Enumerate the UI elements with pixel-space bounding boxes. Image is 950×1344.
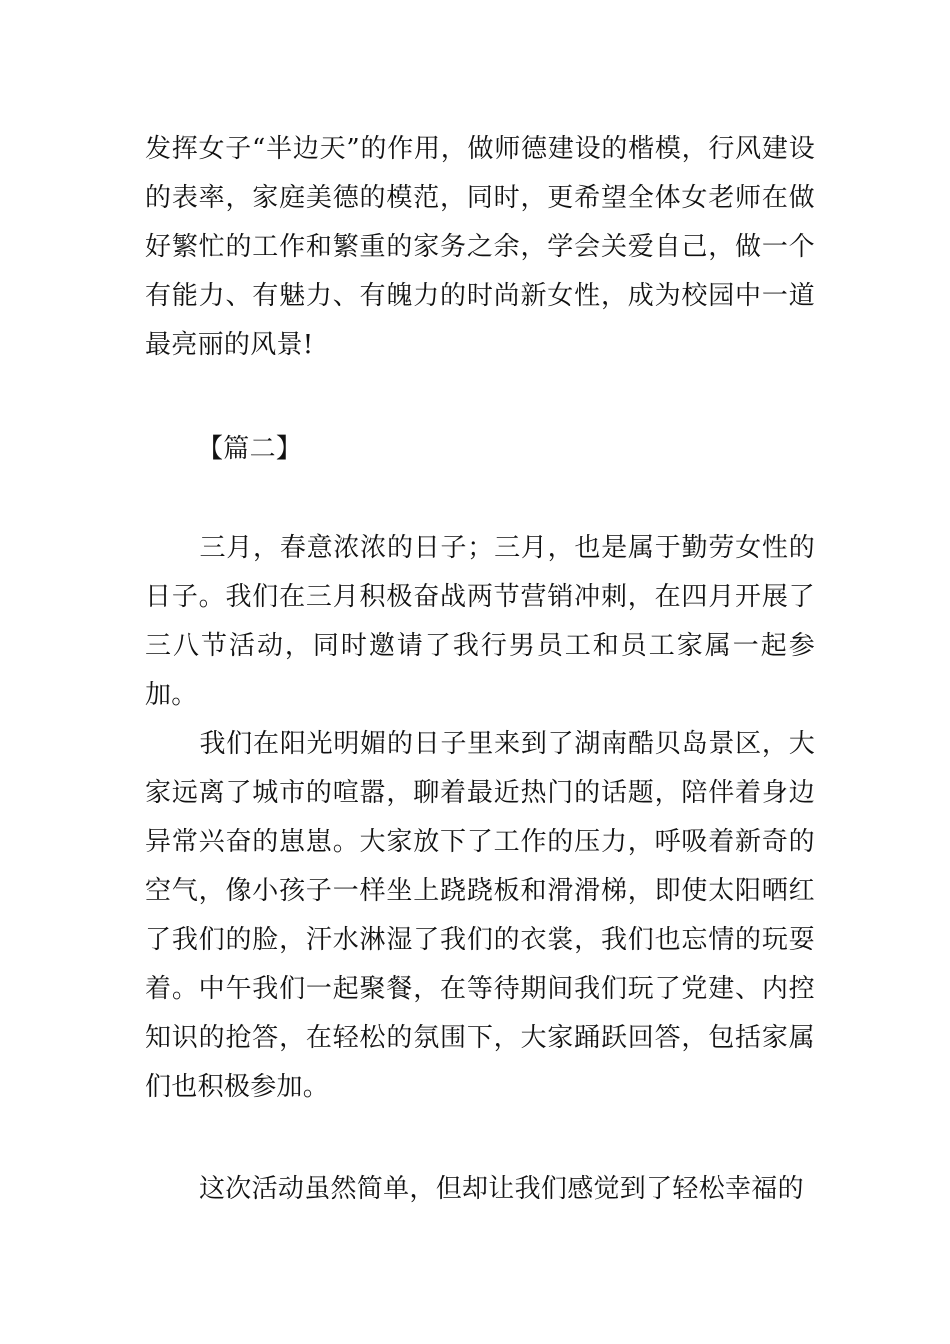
paragraph-outing	[145, 720, 815, 1112]
section-heading	[197, 425, 867, 474]
paragraph-summary	[145, 1165, 815, 1214]
paragraph-march	[145, 524, 815, 720]
paragraph-text: 三月，春意浓浓的日子；三月，也是属于勤劳女性的日子。我们在三月积极奋战两节营销冲刺，在四月开展了三八节活动，同时邀请了我行男员工和员工家属一起参加。	[145, 533, 815, 710]
paragraph-continuation	[145, 125, 815, 370]
paragraph-text: 发挥女子“半边天”的作用，做师德建设的楷模，行风建设的表率，家庭美德的模范，同时，更希望全体女老师在做好繁忙的工作和繁重的家务之余，学会关爱自己，做一个有能力、有魅力、有魄力的时尚新女性，成为校园中一道最亮丽的风景!	[145, 134, 815, 360]
paragraph-text: 这次活动虽然简单，但却让我们感觉到了轻松幸福的	[199, 1174, 804, 1204]
section-heading-text: 【篇二】	[197, 434, 303, 464]
paragraph-text: 我们在阳光明媚的日子里来到了湖南酷贝岛景区，大家远离了城市的喧嚣，聊着最近热门的话题，陪伴着身边异常兴奋的崽崽。大家放下了工作的压力，呼吸着新奇的空气，像小孩子一样坐上跷跷板和滑滑梯，即使太阳晒红了我们的脸，汗水淋湿了我们的衣裳，我们也忘情的玩耍着。中午我们一起聚餐，在等待期间我们玩了党建、内控知识的抢答，在轻松的氛围下，大家踊跃回答，包括家属们也积极参加。	[145, 729, 815, 1102]
